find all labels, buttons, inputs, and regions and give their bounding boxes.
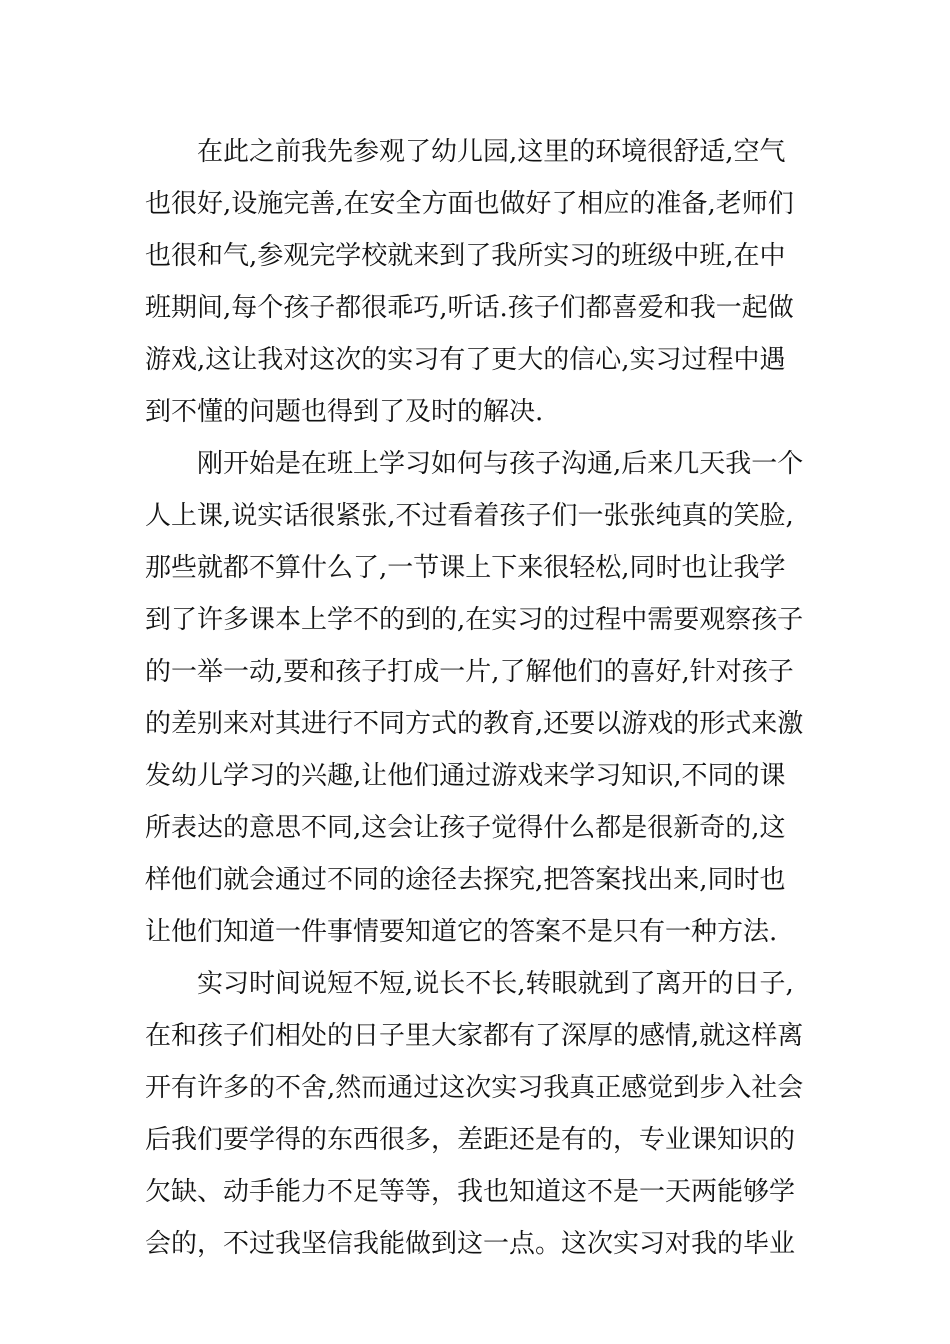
text-line: 在和孩子们相处的日子里大家都有了深厚的感情,就这样离 [145, 1021, 804, 1051]
text-line: 开有许多的不舍,然而通过这次实习我真正感觉到步入社会 [145, 1073, 804, 1103]
text-line: 样他们就会通过不同的途径去探究,把答案找出来,同时也 [145, 865, 786, 895]
text-line: 到不懂的问题也得到了及时的解决. [145, 397, 544, 427]
text-line: 的一举一动,要和孩子打成一片,了解他们的喜好,针对孩子 [145, 657, 794, 687]
text-line: 让他们知道一件事情要知道它的答案不是只有一种方法. [145, 917, 778, 947]
text-line: 发幼儿学习的兴趣,让他们通过游戏来学习知识,不同的课 [145, 761, 786, 791]
text-line: 也很好,设施完善,在安全方面也做好了相应的准备,老师们 [145, 189, 794, 219]
text-line: 班期间,每个孩子都很乖巧,听话.孩子们都喜爱和我一起做 [145, 293, 794, 323]
text-line: 实习时间说短不短,说长不长,转眼就到了离开的日子, [197, 969, 794, 999]
text-line: 人上课,说实话很紧张,不过看着孩子们一张张纯真的笑脸, [145, 501, 794, 531]
paragraph-teaching [145, 438, 807, 958]
paragraph-reflection [145, 958, 807, 1270]
text-line: 欠缺、动手能力不足等等，我也知道这不是一天两能够学 [145, 1177, 796, 1207]
text-line: 后我们要学得的东西很多，差距还是有的，专业课知识的 [145, 1125, 796, 1155]
text-line: 所表达的意思不同,这会让孩子觉得什么都是很新奇的,这 [145, 813, 786, 843]
text-line: 那些就都不算什么了,一节课上下来很轻松,同时也让我学 [145, 553, 786, 583]
paragraph-visit [145, 126, 807, 438]
document-body [145, 126, 807, 1270]
text-line: 会的，不过我坚信我能做到这一点。这次实习对我的毕业 [145, 1229, 796, 1259]
text-line: 游戏,这让我对这次的实习有了更大的信心,实习过程中遇 [145, 345, 786, 375]
text-line: 到了许多课本上学不的到的,在实习的过程中需要观察孩子 [145, 605, 804, 635]
text-line: 也很和气,参观完学校就来到了我所实习的班级中班,在中 [145, 241, 786, 271]
text-line: 的差别来对其进行不同方式的教育,还要以游戏的形式来激 [145, 709, 804, 739]
text-line: 刚开始是在班上学习如何与孩子沟通,后来几天我一个 [197, 449, 804, 479]
text-line: 在此之前我先参观了幼儿园,这里的环境很舒适,空气 [197, 137, 786, 167]
